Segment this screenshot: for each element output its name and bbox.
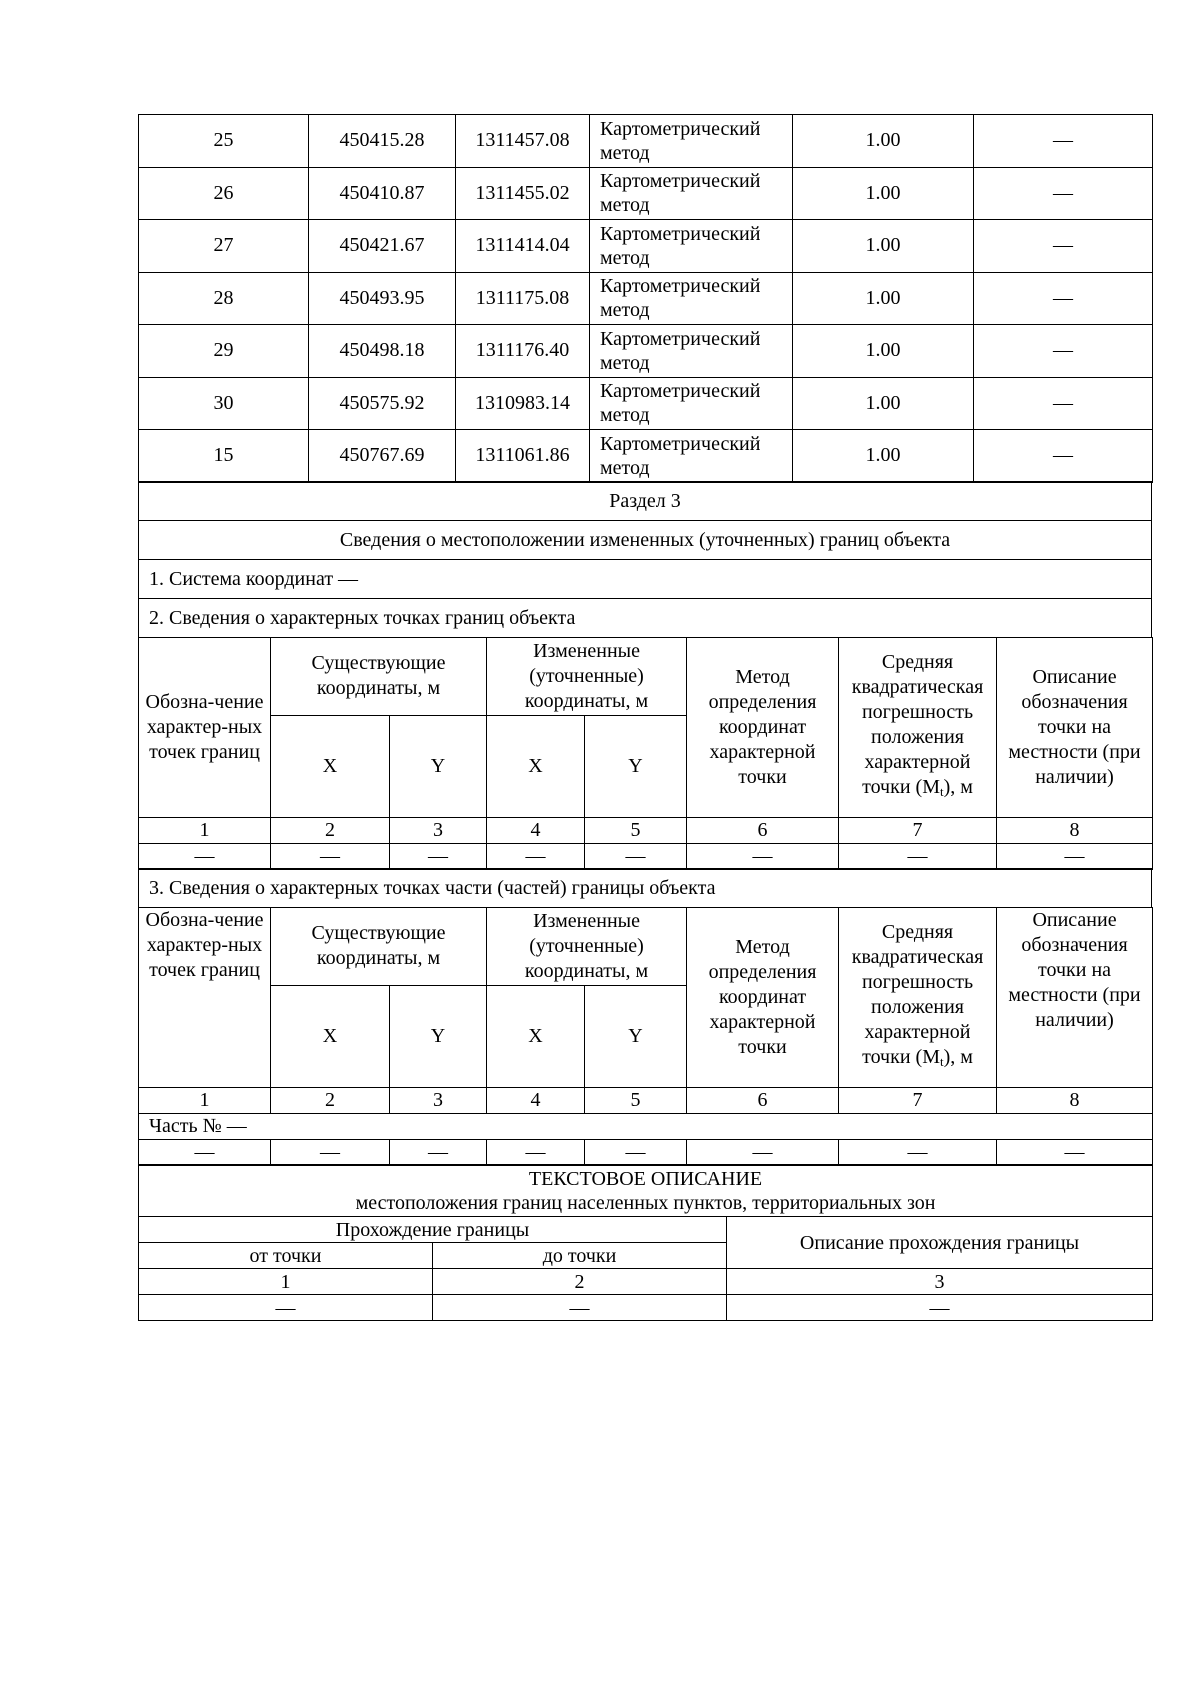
document-page xyxy=(138,114,1152,1321)
to-point-header: до точки xyxy=(433,1243,727,1269)
coord-y: 1311414.04 xyxy=(456,220,590,273)
boundary-points-table xyxy=(138,637,1153,870)
header-y: Y xyxy=(585,715,687,817)
text-description-title: ТЕКСТОВОЕ ОПИСАНИЕ xyxy=(528,1167,763,1190)
dash-cell: — xyxy=(839,1139,997,1165)
description: — xyxy=(974,115,1153,168)
description: — xyxy=(974,325,1153,378)
column-numbers-row xyxy=(139,1087,1153,1113)
description: — xyxy=(974,377,1153,430)
coord-x: 450493.95 xyxy=(309,272,456,325)
col-num: 1 xyxy=(139,1269,433,1295)
text-description-subtitle: местоположения границ населенных пунктов, территориальных зон xyxy=(355,1191,936,1214)
method: Картометрический метод xyxy=(590,325,793,378)
dash-cell: — xyxy=(585,1139,687,1165)
text-description-table xyxy=(138,1164,1153,1321)
method: Картометрический метод xyxy=(590,430,793,483)
col-num: 8 xyxy=(997,1087,1153,1113)
header-x: X xyxy=(271,715,390,817)
col-num: 4 xyxy=(487,1087,585,1113)
description: — xyxy=(974,167,1153,220)
method: Картометрический метод xyxy=(590,220,793,273)
header-method: Метод определения координат характерной точки xyxy=(687,907,839,1087)
col-num: 6 xyxy=(687,1087,839,1113)
section-subtitle: Сведения о местоположении измененных (уточненных) границ объекта xyxy=(139,521,1152,560)
dash-cell: — xyxy=(433,1295,727,1321)
header-method: Метод определения координат характерной точки xyxy=(687,637,839,817)
col-num: 2 xyxy=(271,1087,390,1113)
col-num: 7 xyxy=(839,1087,997,1113)
header-col1: Обозна-чение характер-ных точек границ xyxy=(139,637,271,817)
col-num: 7 xyxy=(839,817,997,843)
header-existing: Существующие координаты, м xyxy=(271,637,487,715)
dash-cell: — xyxy=(585,843,687,869)
header-x: X xyxy=(271,985,390,1087)
coord-y: 1311175.08 xyxy=(456,272,590,325)
coord-y: 1311457.08 xyxy=(456,115,590,168)
description: — xyxy=(974,272,1153,325)
coord-x: 450415.28 xyxy=(309,115,456,168)
section-title: Раздел 3 xyxy=(139,482,1152,521)
accuracy: 1.00 xyxy=(793,430,974,483)
table-row xyxy=(139,167,1153,220)
point-number: 25 xyxy=(139,115,309,168)
header-col1: Обозна-чение характер-ных точек границ xyxy=(139,907,271,1087)
text-description-header xyxy=(139,1165,1153,1217)
table-row xyxy=(139,377,1153,430)
coord-x: 450575.92 xyxy=(309,377,456,430)
description-column-header: Описание прохождения границы xyxy=(727,1217,1153,1269)
section3-header xyxy=(138,481,1152,638)
point-number: 15 xyxy=(139,430,309,483)
col-num: 3 xyxy=(390,1087,487,1113)
dash-cell: — xyxy=(139,1139,271,1165)
accuracy: 1.00 xyxy=(793,272,974,325)
description: — xyxy=(974,220,1153,273)
parts-heading-table xyxy=(138,868,1152,908)
accuracy: 1.00 xyxy=(793,115,974,168)
dash-cell: — xyxy=(139,1295,433,1321)
coord-x: 450498.18 xyxy=(309,325,456,378)
dash-cell: — xyxy=(727,1295,1153,1321)
header-y: Y xyxy=(390,985,487,1087)
header-x: X xyxy=(487,715,585,817)
header-desc: Описание обозначения точки на местности (при наличии) xyxy=(997,907,1153,1087)
dash-cell: — xyxy=(687,1139,839,1165)
accuracy: 1.00 xyxy=(793,220,974,273)
point-number: 26 xyxy=(139,167,309,220)
parts-heading: 3. Сведения о характерных точках части (частей) границы объекта xyxy=(139,869,1152,908)
points-table xyxy=(138,114,1153,483)
dash-cell: — xyxy=(997,1139,1153,1165)
dash-cell: — xyxy=(687,843,839,869)
coord-y: 1311455.02 xyxy=(456,167,590,220)
passage-header: Прохождение границы xyxy=(139,1217,727,1243)
coord-y: 1311061.86 xyxy=(456,430,590,483)
header-accuracy: Средняя квадратическая погрешность положения характерной точки $(M_t)$, м xyxy=(839,637,997,817)
from-point-header: от точки xyxy=(139,1243,433,1269)
coord-system: 1. Система координат — xyxy=(139,560,1152,599)
accuracy: 1.00 xyxy=(793,377,974,430)
dash-cell: — xyxy=(997,843,1153,869)
method: Картометрический метод xyxy=(590,272,793,325)
col-num: 2 xyxy=(271,817,390,843)
point-number: 28 xyxy=(139,272,309,325)
dash-cell: — xyxy=(390,843,487,869)
header-x: X xyxy=(487,985,585,1087)
method: Картометрический метод xyxy=(590,115,793,168)
table-row xyxy=(139,430,1153,483)
dash-cell: — xyxy=(390,1139,487,1165)
col-num: 5 xyxy=(585,1087,687,1113)
table-row xyxy=(139,220,1153,273)
description: — xyxy=(974,430,1153,483)
dash-cell: — xyxy=(139,843,271,869)
method: Картометрический метод xyxy=(590,167,793,220)
header-changed: Измененные (уточненные) координаты, м xyxy=(487,907,687,985)
part-points-table xyxy=(138,907,1153,1166)
point-number: 27 xyxy=(139,220,309,273)
table-row xyxy=(139,325,1153,378)
point-number: 29 xyxy=(139,325,309,378)
col-num: 1 xyxy=(139,1087,271,1113)
coord-x: 450767.69 xyxy=(309,430,456,483)
header-y: Y xyxy=(585,985,687,1087)
col-num: 3 xyxy=(390,817,487,843)
dash-cell: — xyxy=(271,1139,390,1165)
table-row xyxy=(139,115,1153,168)
point-number: 30 xyxy=(139,377,309,430)
col-num: 4 xyxy=(487,817,585,843)
coord-x: 450410.87 xyxy=(309,167,456,220)
table-row xyxy=(139,272,1153,325)
column-numbers-row xyxy=(139,817,1153,843)
col-num: 8 xyxy=(997,817,1153,843)
dash-cell: — xyxy=(487,843,585,869)
col-num: 2 xyxy=(433,1269,727,1295)
header-desc: Описание обозначения точки на местности (при наличии) xyxy=(997,637,1153,817)
part-label: Часть № — xyxy=(139,1113,1153,1139)
header-changed: Измененные (уточненные) координаты, м xyxy=(487,637,687,715)
dash-cell: — xyxy=(839,843,997,869)
empty-data-row xyxy=(139,843,1153,869)
method: Картометрический метод xyxy=(590,377,793,430)
accuracy: 1.00 xyxy=(793,325,974,378)
header-y: Y xyxy=(390,715,487,817)
col-num: 5 xyxy=(585,817,687,843)
header-existing: Существующие координаты, м xyxy=(271,907,487,985)
dash-cell: — xyxy=(487,1139,585,1165)
dash-cell: — xyxy=(271,843,390,869)
col-num: 3 xyxy=(727,1269,1153,1295)
col-num: 1 xyxy=(139,817,271,843)
empty-data-row xyxy=(139,1139,1153,1165)
col-num: 6 xyxy=(687,817,839,843)
coord-y: 1310983.14 xyxy=(456,377,590,430)
coord-y: 1311176.40 xyxy=(456,325,590,378)
points-heading: 2. Сведения о характерных точках границ объекта xyxy=(139,599,1152,638)
coord-x: 450421.67 xyxy=(309,220,456,273)
accuracy: 1.00 xyxy=(793,167,974,220)
header-accuracy: Средняя квадратическая погрешность положения характерной точки $(M_t)$, м xyxy=(839,907,997,1087)
